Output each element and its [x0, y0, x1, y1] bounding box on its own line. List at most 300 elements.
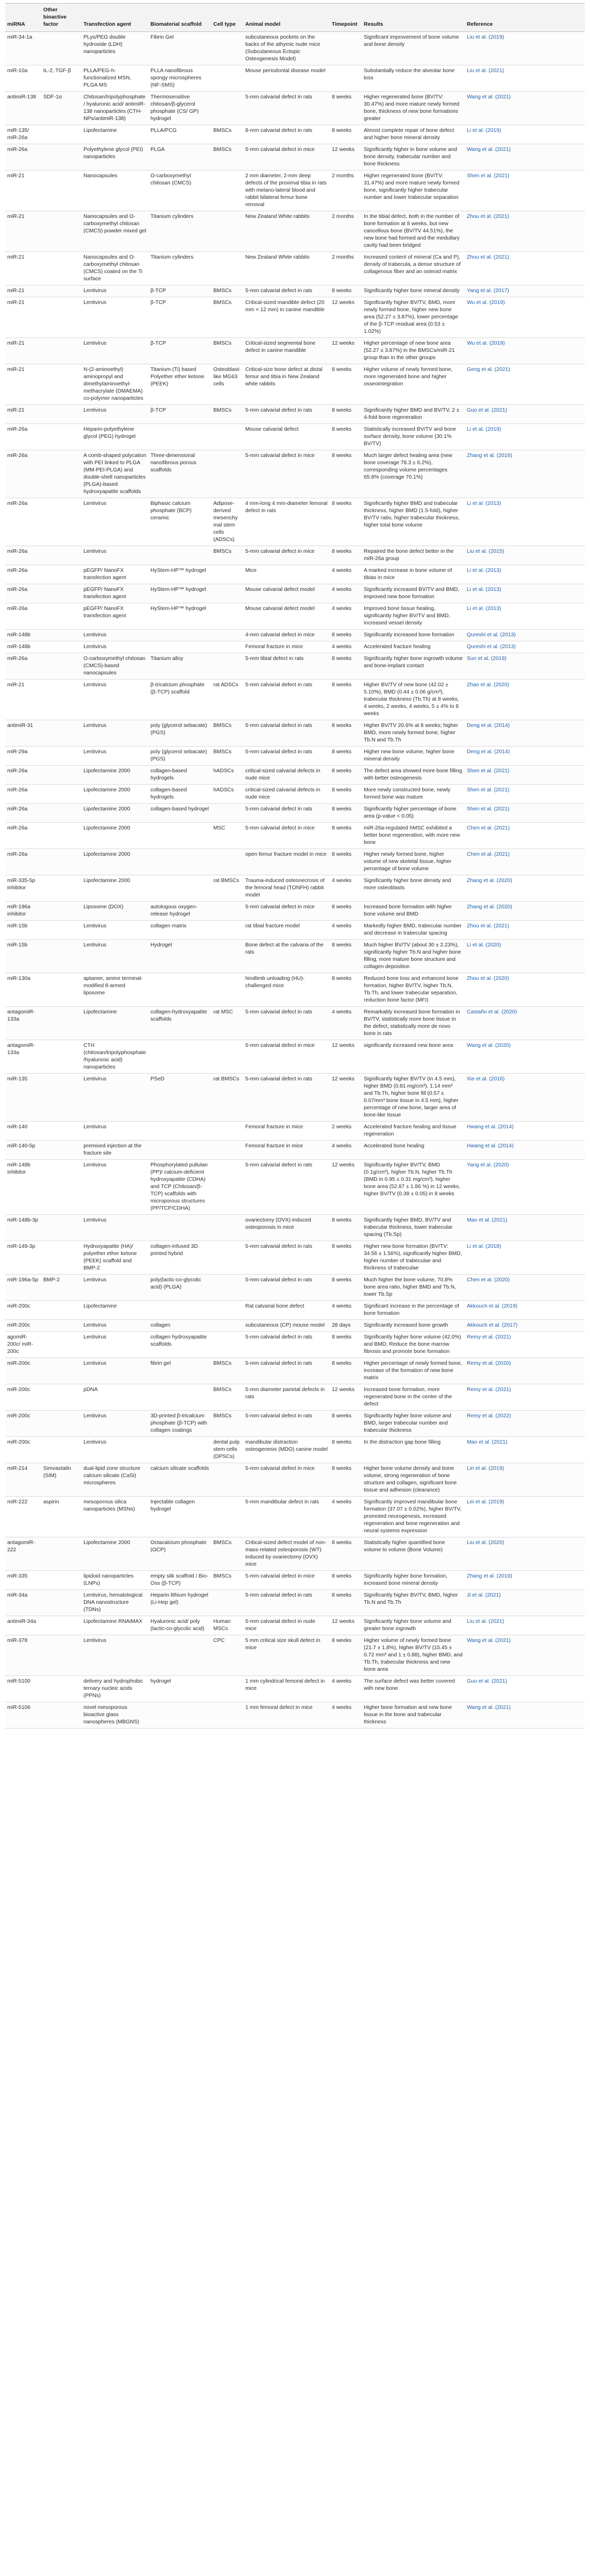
cell-reference[interactable]: Hwang et al. (2014)	[465, 1141, 585, 1160]
cell-cell-type	[211, 565, 243, 584]
cell-other-factor	[41, 1241, 81, 1275]
cell-mirna: miR-135	[5, 1074, 41, 1122]
cell-other-factor	[41, 823, 81, 849]
table-row	[5, 1571, 585, 1590]
cell-cell-type	[211, 1497, 243, 1537]
cell-transfection-agent: Lentivirus	[81, 405, 148, 424]
cell-biomaterial-scaffold	[148, 1040, 211, 1074]
cell-biomaterial-scaffold: poly(lactic-co-glycolic acid) (PLGA)	[148, 1275, 211, 1301]
cell-reference[interactable]: Deng et al. (2014)	[465, 747, 585, 766]
cell-other-factor	[41, 680, 81, 720]
table-row	[5, 1676, 585, 1702]
cell-reference[interactable]: Wang et al. (2020)	[465, 1040, 585, 1074]
cell-transfection-agent: Lentivirus	[81, 546, 148, 565]
cell-animal-model: 5-mm calvarial defect in mice	[243, 823, 330, 849]
table-row	[5, 940, 585, 973]
table-row	[5, 630, 585, 641]
cell-timepoint: 4 weeks	[330, 1301, 362, 1320]
cell-biomaterial-scaffold: Titanium cylinders	[148, 211, 211, 252]
cell-animal-model: 5-mm calvarial defect in rats	[243, 405, 330, 424]
cell-reference[interactable]: Zhang et al. (2016)	[465, 450, 585, 498]
table-body	[5, 32, 585, 1728]
cell-cell-type	[211, 641, 243, 653]
table-row	[5, 1616, 585, 1635]
cell-results: Higher newly formed bone, higher volume of new skeletal tissue, higher percentage of bone volume	[362, 849, 465, 875]
cell-cell-type	[211, 1040, 243, 1074]
cell-reference[interactable]: Lei et al. (2019)	[465, 1497, 585, 1537]
cell-other-factor	[41, 1590, 81, 1616]
cell-transfection-agent: CTH (chitosan/tripolyphosphate/hyaluronic acid) nanoparticles	[81, 1040, 148, 1074]
cell-mirna: miR-26a	[5, 849, 41, 875]
table-row	[5, 641, 585, 653]
cell-transfection-agent: Lentivirus	[81, 1215, 148, 1241]
cell-timepoint: 8 weeks	[330, 720, 362, 747]
cell-animal-model: 2 mm diameter, 2-mm deep defects of the proximal tibia in rats with melano-lateral blood and rabbit bilateral femur bone removal	[243, 171, 330, 211]
cell-other-factor: BMP-2	[41, 1275, 81, 1301]
cell-mirna: miR-148b inhibitor	[5, 1160, 41, 1215]
header-timepoint: Timepoint	[330, 4, 362, 32]
cell-cell-type	[211, 1702, 243, 1728]
cell-results: Significantly improved mandibular bone formation (37.07 ± 0.02%), higher BV/TV, promoted neurogenesis, increased regeneration and bone regeneration and neural systems expression	[362, 1497, 465, 1537]
cell-other-factor	[41, 1616, 81, 1635]
cell-animal-model: hindlimb unloading (HU)-challenged mice	[243, 973, 330, 1007]
header-animal-model: Animal model	[243, 4, 330, 32]
cell-mirna: miR-148b	[5, 641, 41, 653]
cell-results: Significantly higher bone formation, increased bone mineral density	[362, 1571, 465, 1590]
cell-other-factor	[41, 849, 81, 875]
cell-mirna: miR-200c	[5, 1437, 41, 1463]
cell-other-factor: aspirin	[41, 1497, 81, 1537]
cell-reference[interactable]: Qureshi et al. (2013)	[465, 641, 585, 653]
cell-reference[interactable]: Chen et al. (2021)	[465, 849, 585, 875]
cell-reference[interactable]: Ji et al. (2021)	[465, 1590, 585, 1616]
cell-biomaterial-scaffold: Three-dimensional nanofibrous porous scaffolds	[148, 450, 211, 498]
cell-results: Remarkably increased bone formation in BV/TV, statistically more bone tissue in the defect, statistically more de novo bone in rats	[362, 1007, 465, 1040]
cell-results: Significantly higher bone density and more osteoblasts	[362, 875, 465, 902]
cell-reference[interactable]: Li et al. (2019)	[465, 125, 585, 144]
cell-biomaterial-scaffold: β-TCP	[148, 285, 211, 297]
cell-results: Much higher the bone volume, 70.8% bone area ratio, higher BMD and Tb.N, lower Tb.Sp	[362, 1275, 465, 1301]
cell-animal-model: Bone defect at the calvaria of the rats	[243, 940, 330, 973]
cell-animal-model: 5-mm calvarial defect in mice	[243, 1040, 330, 1074]
cell-cell-type: Human MSCs	[211, 1616, 243, 1635]
cell-mirna: miR-214	[5, 1463, 41, 1497]
cell-biomaterial-scaffold: Titanium cylinders	[148, 252, 211, 285]
cell-timepoint: 8 weeks	[330, 1275, 362, 1301]
cell-animal-model: rat tibial fracture model	[243, 921, 330, 940]
cell-reference[interactable]: Castaño et al. (2020)	[465, 1007, 585, 1040]
cell-mirna: miR-335-5p inhibitor	[5, 875, 41, 902]
cell-reference[interactable]: Zhao et al. (2020)	[465, 680, 585, 720]
cell-transfection-agent: pDNA	[81, 1384, 148, 1411]
cell-timepoint: 8 weeks	[330, 823, 362, 849]
cell-cell-type	[211, 1301, 243, 1320]
header-transfection-agent: Transfection agent	[81, 4, 148, 32]
cell-reference[interactable]: Shen et al. (2021)	[465, 766, 585, 785]
cell-cell-type	[211, 902, 243, 921]
cell-other-factor	[41, 1676, 81, 1702]
header-mirna: miRNA	[5, 4, 41, 32]
cell-mirna: miR-15b	[5, 921, 41, 940]
cell-results: significantly increased new bone area	[362, 1040, 465, 1074]
cell-animal-model: 5-mm calvarial defect in rats	[243, 804, 330, 823]
cell-mirna: miR-29a	[5, 747, 41, 766]
cell-reference[interactable]: Zhang et al. (2020)	[465, 902, 585, 921]
cell-results: Increased content of mineral (Ca and P), density of trabecula, a dense structure of collagenous fiber and an osteoid matrix	[362, 252, 465, 285]
cell-reference[interactable]: Li et al. (2018)	[465, 1241, 585, 1275]
cell-cell-type: rat MSC	[211, 1007, 243, 1040]
cell-reference[interactable]: Wang et al. (2021)	[465, 92, 585, 125]
header-other-factor: Other bioactive factor	[41, 4, 81, 32]
cell-reference[interactable]: Li et al. (2013)	[465, 603, 585, 630]
cell-results: Statistically increased BV/TV and bone surface density, bone volume (30.1% BV/TV)	[362, 424, 465, 450]
cell-reference[interactable]: Wang et al. (2021)	[465, 1702, 585, 1728]
table-row	[5, 1635, 585, 1676]
cell-transfection-agent: Lentivirus	[81, 1275, 148, 1301]
table-row	[5, 1007, 585, 1040]
table-row	[5, 902, 585, 921]
cell-results: Increased bone formation, more regenerated bone in the center of the defect	[362, 1384, 465, 1411]
cell-results: Higher new bone formation (BV/TV: 34.56 ± 1.56%), significantly higher BMD, higher number of trabeculae and thickness of trabeculae	[362, 1241, 465, 1275]
cell-reference[interactable]: Qureshi et al. (2013)	[465, 630, 585, 641]
cell-mirna: miR-200c	[5, 1358, 41, 1384]
cell-reference[interactable]: Li et al. (2013)	[465, 498, 585, 546]
cell-reference[interactable]: Guo et al. (2021)	[465, 405, 585, 424]
cell-biomaterial-scaffold: Hydrogel	[148, 940, 211, 973]
cell-reference[interactable]: Zhou et al. (2020)	[465, 973, 585, 1007]
cell-cell-type	[211, 1463, 243, 1497]
table-row	[5, 1122, 585, 1141]
cell-biomaterial-scaffold: β-TCP	[148, 338, 211, 364]
cell-reference[interactable]: Akkouch et al. (2019)	[465, 1301, 585, 1320]
cell-biomaterial-scaffold	[148, 1301, 211, 1320]
cell-reference[interactable]: Remy et al. (2020)	[465, 1358, 585, 1384]
cell-biomaterial-scaffold: collagen-based hydrogels	[148, 785, 211, 804]
cell-animal-model: 5-mm tibial defect in rats	[243, 653, 330, 680]
cell-biomaterial-scaffold	[148, 641, 211, 653]
cell-cell-type: BMSCs	[211, 720, 243, 747]
cell-reference[interactable]: Wang et al. (2021)	[465, 1635, 585, 1676]
cell-timepoint: 4 weeks	[330, 875, 362, 902]
cell-reference[interactable]: Wu et al. (2019)	[465, 297, 585, 338]
cell-reference[interactable]: Chen et al. (2020)	[465, 1275, 585, 1301]
cell-results: Improved bone tissue healing, significantly higher BV/TV and BMD, increased vessel density	[362, 603, 465, 630]
cell-timepoint: 2 months	[330, 252, 362, 285]
cell-other-factor: SDF-1α	[41, 92, 81, 125]
cell-animal-model: subcutaneous (CP) mouse model	[243, 1320, 330, 1332]
cell-reference[interactable]: Liu et al. (2021)	[465, 1616, 585, 1635]
cell-cell-type	[211, 211, 243, 252]
table-row	[5, 1537, 585, 1571]
cell-reference[interactable]: Li et al. (2013)	[465, 584, 585, 603]
cell-mirna: miR-148b-3p	[5, 1215, 41, 1241]
cell-animal-model: mandibular distraction osteogenesis (MDO) canine model	[243, 1437, 330, 1463]
cell-results: Significantly higher BMD, BV/TV and trabecular thickness, lower trabecular spacing (Tb.Sp)	[362, 1215, 465, 1241]
cell-transfection-agent: Nanocapsules	[81, 171, 148, 211]
cell-results: Significant increase in the percentage of bone formation	[362, 1301, 465, 1320]
cell-reference[interactable]: Zhang et al. (2020)	[465, 875, 585, 902]
cell-animal-model: Trauma-induced osteonecrosis of the femoral head (TONFH) rabbit model	[243, 875, 330, 902]
cell-timepoint: 8 weeks	[330, 405, 362, 424]
cell-animal-model: 5-mm calvarial defect in nude mice	[243, 1616, 330, 1635]
cell-results: The defect area showed more bone filling with better osteogenesis	[362, 766, 465, 785]
cell-biomaterial-scaffold	[148, 1635, 211, 1676]
cell-animal-model: Critical-size bone defect at distal femur and tibia in New Zealand white rabbits	[243, 364, 330, 405]
cell-cell-type: MSC	[211, 823, 243, 849]
cell-timepoint: 8 weeks	[330, 1635, 362, 1676]
cell-cell-type: BMSCs	[211, 1571, 243, 1590]
cell-reference[interactable]: Zhang et al. (2019)	[465, 1571, 585, 1590]
table-row	[5, 1411, 585, 1437]
cell-reference[interactable]: Remy et al. (2022)	[465, 1411, 585, 1437]
cell-cell-type	[211, 849, 243, 875]
cell-animal-model: critical-sized calvarial defects in nude mice	[243, 785, 330, 804]
cell-reference[interactable]: Yang et al. (2020)	[465, 1160, 585, 1215]
cell-biomaterial-scaffold	[148, 823, 211, 849]
table-row	[5, 424, 585, 450]
cell-cell-type	[211, 1215, 243, 1241]
cell-cell-type	[211, 1320, 243, 1332]
cell-other-factor	[41, 125, 81, 144]
cell-reference[interactable]: Liu et al. (2020)	[465, 1537, 585, 1571]
header-row	[5, 4, 585, 32]
cell-other-factor	[41, 450, 81, 498]
cell-reference[interactable]: Yang et al. (2017)	[465, 285, 585, 297]
cell-reference[interactable]: Shen et al. (2021)	[465, 785, 585, 804]
cell-transfection-agent: pEGFP/ NanoFX transfection agent	[81, 584, 148, 603]
cell-timepoint: 2 weeks	[330, 1122, 362, 1141]
cell-timepoint	[330, 65, 362, 92]
cell-reference[interactable]: Zhou et al. (2021)	[465, 211, 585, 252]
cell-transfection-agent: Lentivirus	[81, 1074, 148, 1122]
cell-reference[interactable]: Zhou et al. (2021)	[465, 252, 585, 285]
cell-other-factor	[41, 405, 81, 424]
cell-mirna: miR-135/ miR-26a	[5, 125, 41, 144]
cell-mirna: miR-26a	[5, 766, 41, 785]
cell-transfection-agent: Lipofectamine	[81, 1301, 148, 1320]
cell-reference[interactable]: Shen et al. (2021)	[465, 171, 585, 211]
cell-animal-model: 5-mm calvarial defect in mice	[243, 1463, 330, 1497]
cell-timepoint: 4 weeks	[330, 584, 362, 603]
cell-results: Repaired the bone defect better in the miR-26a group	[362, 546, 465, 565]
cell-other-factor	[41, 1160, 81, 1215]
cell-transfection-agent: Lentivirus	[81, 1437, 148, 1463]
cell-cell-type	[211, 804, 243, 823]
table-row	[5, 1141, 585, 1160]
cell-animal-model: 5-mm calvarial defect in rats	[243, 1411, 330, 1437]
cell-transfection-agent: Chitosan/tripolyphosphate/ hyaluronic acid/ antimiR-138 nanoparticles (CTH-NPs/antimiR-138)	[81, 92, 148, 125]
cell-cell-type: rat ADSCs	[211, 680, 243, 720]
cell-cell-type	[211, 1676, 243, 1702]
cell-timepoint: 12 weeks	[330, 297, 362, 338]
cell-reference[interactable]: Liu et al. (2015)	[465, 546, 585, 565]
cell-biomaterial-scaffold: collagen-infused 3D printed hybrid	[148, 1241, 211, 1275]
cell-mirna: miR-34-1a	[5, 32, 41, 65]
cell-reference[interactable]: Wu et al. (2019)	[465, 338, 585, 364]
cell-other-factor	[41, 297, 81, 338]
cell-biomaterial-scaffold	[148, 1122, 211, 1141]
cell-reference[interactable]: Mao et al. (2021)	[465, 1437, 585, 1463]
cell-results: Significantly higher percentage of bone area (p-value < 0.05)	[362, 804, 465, 823]
cell-transfection-agent: O-carboxymethyl chitosan (CMCS)-based nanocapsules	[81, 653, 148, 680]
cell-reference[interactable]: Remy et al. (2021)	[465, 1332, 585, 1358]
cell-animal-model: 5-mm calvarial defect in rats	[243, 680, 330, 720]
cell-reference[interactable]: Li et al. (2013)	[465, 565, 585, 584]
table-row	[5, 1463, 585, 1497]
cell-other-factor	[41, 1571, 81, 1590]
cell-animal-model: subcutaneous pockets on the backs of the athymic nude mice (Subcutaneous Ectopic Osteogenesis Model)	[243, 32, 330, 65]
cell-cell-type: BMSCs	[211, 285, 243, 297]
table-row	[5, 92, 585, 125]
mirna-delivery-table	[5, 3, 585, 1728]
cell-reference[interactable]: Chen et al. (2021)	[465, 823, 585, 849]
cell-reference[interactable]: Shen et al. (2021)	[465, 804, 585, 823]
cell-reference[interactable]: Akkouch et al. (2017)	[465, 1320, 585, 1332]
cell-results: Significantly higher bone volume and greater bone ingrowth	[362, 1616, 465, 1635]
cell-other-factor	[41, 285, 81, 297]
table-row	[5, 1497, 585, 1537]
cell-reference[interactable]: Li et al. (2020)	[465, 940, 585, 973]
cell-biomaterial-scaffold: autologous oxygen-release hydrogel	[148, 902, 211, 921]
cell-timepoint: 2 months	[330, 171, 362, 211]
table-row	[5, 584, 585, 603]
cell-transfection-agent: Lentivirus	[81, 1635, 148, 1676]
table-row	[5, 849, 585, 875]
cell-cell-type: BMSCs	[211, 546, 243, 565]
cell-cell-type: dental pulp stem cells (DPSCs)	[211, 1437, 243, 1463]
cell-mirna: miR-200c	[5, 1320, 41, 1332]
cell-timepoint: 4 weeks	[330, 1007, 362, 1040]
cell-mirna: antagomiR-133a	[5, 1040, 41, 1074]
cell-timepoint: 8 weeks	[330, 424, 362, 450]
cell-mirna: miR-26a	[5, 653, 41, 680]
cell-timepoint: 4 weeks	[330, 1702, 362, 1728]
cell-mirna: miR-21	[5, 285, 41, 297]
cell-reference[interactable]: Liu et al. (2021)	[465, 65, 585, 92]
cell-biomaterial-scaffold: Fibrin Gel	[148, 32, 211, 65]
cell-cell-type	[211, 171, 243, 211]
cell-transfection-agent: delivery and hydrophobic ternary nucleic acids (PPNs)	[81, 1676, 148, 1702]
cell-biomaterial-scaffold: collagen hydroxyapatite scaffolds	[148, 1332, 211, 1358]
cell-reference[interactable]: Geng et al. (2021)	[465, 364, 585, 405]
cell-timepoint: 12 weeks	[330, 1074, 362, 1122]
cell-reference[interactable]: Remy et al. (2021)	[465, 1384, 585, 1411]
cell-results: Statistically higher quantified bone volume to volume (Bone Volume)	[362, 1537, 465, 1571]
cell-reference[interactable]: Li et al. (2019)	[465, 424, 585, 450]
cell-animal-model: 5-mm calvarial defect in rats	[243, 285, 330, 297]
cell-timepoint: 8 weeks	[330, 1463, 362, 1497]
cell-other-factor: IL-2, TGF-β	[41, 65, 81, 92]
cell-timepoint: 8 weeks	[330, 680, 362, 720]
cell-animal-model: 5 mm critical size skull defect in mice	[243, 1635, 330, 1676]
cell-cell-type: CPC	[211, 1635, 243, 1676]
cell-animal-model: 5-mm calvarial defect in rats	[243, 1358, 330, 1384]
table-row	[5, 1320, 585, 1332]
cell-biomaterial-scaffold: collagen-based hydrogel	[148, 804, 211, 823]
cell-biomaterial-scaffold: collagen-hydroxyapatite scaffolds	[148, 1007, 211, 1040]
cell-transfection-agent: Lentivirus	[81, 297, 148, 338]
cell-timepoint: 8 weeks	[330, 747, 362, 766]
cell-reference[interactable]: Hwang et al. (2014)	[465, 1122, 585, 1141]
cell-reference[interactable]: Liu et al. (2019)	[465, 32, 585, 65]
cell-biomaterial-scaffold: β-TCP	[148, 405, 211, 424]
cell-timepoint: 12 weeks	[330, 1616, 362, 1635]
cell-mirna: miR-140	[5, 1122, 41, 1141]
cell-cell-type: BMSCs	[211, 1537, 243, 1571]
cell-transfection-agent: Polyethylene glycol (PEI) nanoparticles	[81, 144, 148, 171]
cell-cell-type: BMSCs	[211, 297, 243, 338]
cell-mirna: antagomiR-133a	[5, 1007, 41, 1040]
cell-animal-model: ovariectomy (OVX)-induced osteoporosis in mice	[243, 1215, 330, 1241]
table-row	[5, 747, 585, 766]
cell-transfection-agent: Lentivirus	[81, 720, 148, 747]
cell-transfection-agent: dual-lipid zone structure calcium silicate (CaSi) microspheres	[81, 1463, 148, 1497]
table-row	[5, 1301, 585, 1320]
cell-biomaterial-scaffold: 3D-printed β-tricalcium phosphate (β-TCP) with collagen coatings	[148, 1411, 211, 1437]
cell-reference[interactable]: Mao et al. (2021)	[465, 1215, 585, 1241]
cell-mirna: miR-200c	[5, 1384, 41, 1411]
cell-reference[interactable]: Xie et al. (2016)	[465, 1074, 585, 1122]
cell-transfection-agent: pEGFP/ NanoFX transfection agent	[81, 565, 148, 584]
cell-cell-type: BMSCs	[211, 405, 243, 424]
cell-reference[interactable]: Deng et al. (2014)	[465, 720, 585, 747]
cell-other-factor	[41, 603, 81, 630]
cell-mirna: miR-26a	[5, 804, 41, 823]
table-header	[5, 4, 585, 32]
table-row	[5, 211, 585, 252]
cell-animal-model: 5-mm calvarial defect in mice	[243, 902, 330, 921]
cell-results: Significantly increased bone growth	[362, 1320, 465, 1332]
cell-biomaterial-scaffold: fibrin gel	[148, 1358, 211, 1384]
cell-reference[interactable]: Sun et al. (2019)	[465, 653, 585, 680]
cell-reference[interactable]: Wang et al. (2021)	[465, 144, 585, 171]
cell-reference[interactable]: Guo et al. (2021)	[465, 1676, 585, 1702]
cell-reference[interactable]: Lin et al. (2019)	[465, 1463, 585, 1497]
cell-biomaterial-scaffold	[148, 875, 211, 902]
cell-cell-type	[211, 450, 243, 498]
cell-animal-model: 1 mm cylindrical femoral defect in mice	[243, 1676, 330, 1702]
cell-other-factor	[41, 1215, 81, 1241]
cell-timepoint	[330, 32, 362, 65]
cell-transfection-agent: novel mesoporous bioactive glass nanospheres (MBGNS)	[81, 1702, 148, 1728]
header-reference: Reference	[465, 4, 585, 32]
cell-other-factor	[41, 1301, 81, 1320]
cell-reference[interactable]: Zhou et al. (2021)	[465, 921, 585, 940]
cell-mirna: miR-200c	[5, 1301, 41, 1320]
cell-other-factor	[41, 171, 81, 211]
cell-other-factor	[41, 1007, 81, 1040]
cell-other-factor	[41, 653, 81, 680]
cell-cell-type	[211, 1122, 243, 1141]
cell-other-factor	[41, 584, 81, 603]
table-row	[5, 171, 585, 211]
cell-mirna: miR-5106	[5, 1702, 41, 1728]
cell-cell-type	[211, 1275, 243, 1301]
cell-timepoint: 8 weeks	[330, 364, 362, 405]
cell-other-factor	[41, 1141, 81, 1160]
table-row	[5, 921, 585, 940]
cell-results: Much larger defect healing area (new bone coverage 78.3 ± 6.2%), corresponding volume percentages 65.8% (coverage 70.1%)	[362, 450, 465, 498]
cell-mirna: miR-200c	[5, 1411, 41, 1437]
cell-other-factor	[41, 498, 81, 546]
cell-cell-type	[211, 1241, 243, 1275]
cell-transfection-agent: PLLA/PEG-h-functionalized MSN, PLGA MS	[81, 65, 148, 92]
cell-timepoint: 4 weeks	[330, 641, 362, 653]
cell-transfection-agent: Nanocapsules and O-carboxymethyl chitosan (CMCS) coated on the Ti surface	[81, 252, 148, 285]
table-row	[5, 1040, 585, 1074]
cell-timepoint: 8 weeks	[330, 1215, 362, 1241]
cell-other-factor	[41, 546, 81, 565]
